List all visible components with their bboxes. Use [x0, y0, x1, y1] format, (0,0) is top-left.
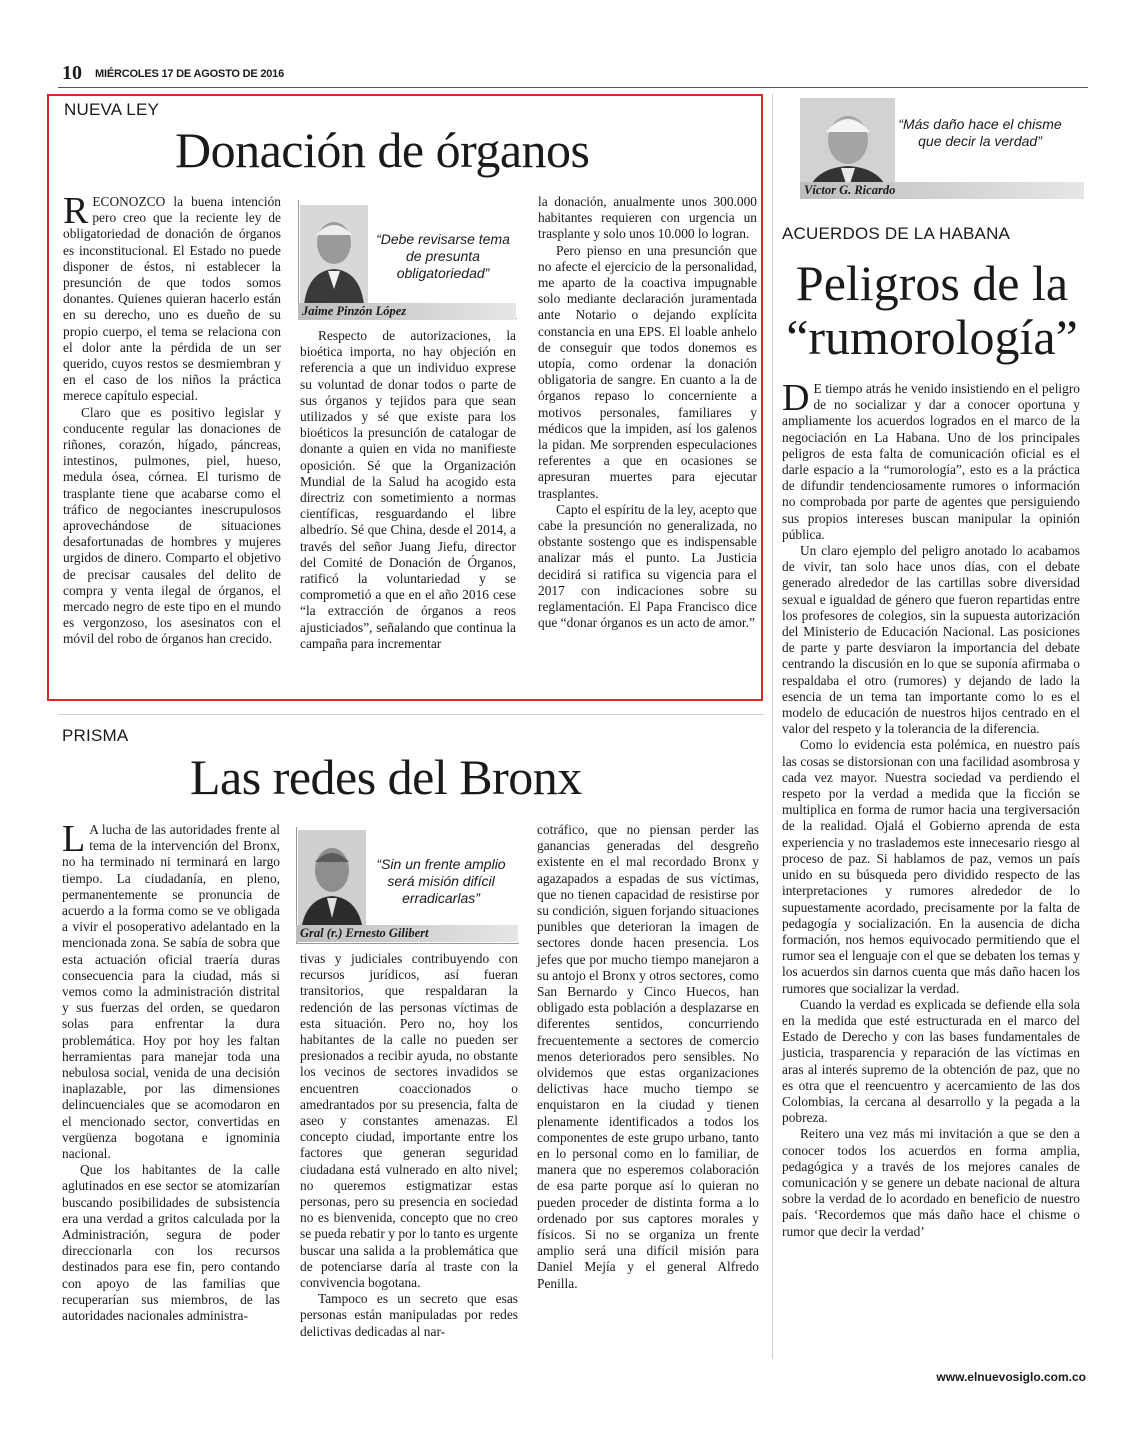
- article1-column-3: [538, 194, 757, 631]
- paragraph: la donación, anualmente unos 300.000 habitantes requieren con urgencia un trasplante y solo unos 10.000 lo logran.: [538, 194, 757, 242]
- author-photo-gilibert: [298, 830, 366, 930]
- dropcap: D: [782, 377, 810, 419]
- page-date: MIÉRCOLES 17 DE AGOSTO DE 2016: [95, 68, 285, 80]
- author-name-pinzon: Jaime Pinzón López: [298, 303, 516, 320]
- article1-column-2: [300, 328, 516, 652]
- header-rule: [58, 87, 1088, 88]
- article3-column-3: [537, 822, 759, 1292]
- headline-donacion: Donación de órganos: [175, 122, 590, 178]
- article3-column-2: [300, 951, 518, 1340]
- section-label-prisma: PRISMA: [62, 726, 129, 745]
- pull-quote-pinzon: “Debe revisarse tema de presunta obligatoriedad”: [376, 231, 510, 281]
- author-name-ricardo: Víctor G. Ricardo: [800, 182, 1084, 199]
- section-divider: [58, 714, 764, 715]
- section-label-nueva-ley: NUEVA LEY: [64, 100, 160, 119]
- paragraph: ECONOZCO la buena intención pero creo que la reciente ley de obligatoriedad de donación de órganos es inconstitucional. El Estado no puede disponer de éstos, ni establecer la presunción de que todos somos donantes. Quienes quieran hacerlo están en su derecho, uno es dueño de su propio cuerpo, el tema se relaciona con el dolor ante la pérdida de un ser querido, cuyos restos se desmiembran y en el caso de los niños la práctica merece capítulo especial.: [63, 194, 281, 404]
- paragraph: A lucha de las autoridades frente al tema de la intervención del Bronx, no ha terminado ni terminará en largo tiempo. La ciudadanía, en pleno, permanentemente se pronuncia de acuerdo a la forma como se ve obligada a vivir el posoperativo adelantado en la mencionada zona. Se sabía de sobra que esta actuación oficial traería duras consecuencia para la ciudad, más si vemos como la administración distrital y sus fuerzas del orden, se quedaron solas para enfrentar la dura problemática. Hoy por hoy les faltan herramientas para manejar toda una nebulosa social, venida de una decisión inaplazable, por las dimensiones delincuenciales que se acomodaron en el mencionado sector, convertidas en vergüenza bogotana e ignominia nacional.: [62, 822, 280, 1162]
- article3-column-1: [62, 818, 280, 1324]
- article2-column: [782, 377, 1080, 1240]
- paragraph: Claro que es positivo legislar y conducente regular las donaciones de riñones, corazón, hígado, páncreas, intestinos, pulmones, piel, hueso, medula ósea, córnea. El turismo de trasplante tiene que acabarse como el tráfico de negociantes inescrupulosos aprovechándose de situaciones desafortunadas de hombres y mujeres urgidos de dinero. Comparto el objetivo de precisar causales del delito de compra y venta ilegal de órganos, el mercado negro de este tipo en el mundo es vergonzoso, los asesinatos con el móvil del robo de órganos han crecido.: [63, 404, 281, 647]
- column-divider: [772, 94, 773, 1359]
- dropcap: R: [63, 190, 89, 232]
- dropcap: L: [62, 818, 86, 860]
- page-number: 10: [62, 62, 82, 84]
- paragraph: Que los habitantes de la calle aglutinados en ese sector se atomizarían buscando posibilidades de subsistencia era una verdad a gritos calculada por la Administración, segura de poder direccionarla con los recursos destinados para ese fin, pero contando con apoyo de las familias que recuperarían sus miembros, de las autoridades nacionales administra-: [62, 1162, 280, 1324]
- paragraph: cotráfico, que no piensan perder las ganancias generadas del desgreño existente en el mal recordado Bronx y agazapados a espadas de sus víctimas, que no tienen capacidad de resistirse por su condición, siguen forjando situaciones punibles que deterioran la imagen de sectores donde hacen presencia. Los jefes que por mucho tiempo manejaron a su antojo el Bronx y otros sectores, como San Bernardo y Cinco Huecos, han obligado esta población a desplazarse en diferentes sentidos, concurriendo frecuentemente a sectores de comercio menos deteriorados pero sensibles. No olvidemos que estas organizaciones delictivas hace mucho tiempo se enquistaron en la ciudad y tienen plenamente identificados a todos los componentes de este grupo urbano, tanto en lo personal como en lo familiar, de manera que no esperemos colaboración de esa parte porque así lo quieran no pueden proceder de distinta forma a lo ordenado por sus captores morales y físicos. Si no se organiza un frente amplio será una difícil misión para Daniel Mejía y el general Alfredo Penilla.: [537, 822, 759, 1291]
- article1-column-1: [63, 190, 281, 648]
- paragraph: Un claro ejemplo del peligro anotado lo acabamos de vivir, tan solo hace unos días, con el debate generado alrededor de las cartillas sobre diversidad sexual e igualdad de género que fueron repartidas entre los profesores de colegios, sin la supuesta autorización del Ministerio de Educación Nacional. Las posiciones de parte y parte desviaron la importancia del debate centrando la discusión en lo que se suponía afirmaba o respaldaba el otro (rumores) y dejando de lado la esencia de un tema tan importante como lo es el modelo de educación de nuestros hijos centrado en el valor del respeto y la tolerancia de la diferencia.: [782, 543, 1080, 737]
- person-portrait-icon: [300, 205, 368, 305]
- headline-line: Peligros de la: [795, 255, 1069, 311]
- paragraph: Reitero una vez más mi invitación a que se den a conocer todos los acuerdos en forma amplia, pedagógica y a través de los mejores canales de comunicación y se genere un debate nacional de altura sobre la verdad de lo acordado en beneficio de nuestro país. ‘Recordemos que más daño hace el chisme o rumor que decir la verdad’: [782, 1126, 1080, 1239]
- paragraph: Capto el espíritu de la ley, acepto que cabe la presunción no generalizada, no obstante sostengo que es indispensable analizar más el punto. La Justicia decidirá si ratifica su vigencia para el 2017 con indicaciones sobre su reglamentación. El Papa Francisco dice que “donar órganos es un acto de amor.”: [538, 501, 757, 631]
- section-label-acuerdos: ACUERDOS DE LA HABANA: [782, 224, 1011, 243]
- headline-rumorologia: [782, 256, 1082, 364]
- headline-line: “rumorología”: [786, 309, 1078, 365]
- author-name-gilibert: Gral (r.) Ernesto Gilibert: [296, 925, 518, 942]
- footer-website: www.elnuevosiglo.com.co: [936, 1370, 1086, 1384]
- paragraph: E tiempo atrás he venido insistiendo en el peligro de no socializar y dar a conocer oportuna y ampliamente los acuerdos logrados en el marco de la negociación en La Habana. Uno de los principales peligros de esta falta de comunicación oficial es el darle espacio a la “rumorología”, esto es a la práctica de difundir tendenciosamente rumores o información no comprobada por parte de agentes que persiguiendo sus propios intereses buscan manipular la opinión pública.: [782, 381, 1080, 542]
- paragraph: Respecto de autorizaciones, la bioética importa, no hay objeción en referencia a que un individuo exprese su voluntad de donar todos o parte de sus órganos y tejidos para que sean utilizados y sé que existe para los bioéticos la presunción de catalogar de donante a quien en vida no manifieste oposición. Sé que la Organización Mundial de la Salud ha acogido esta directriz con sometimiento a normas científicas, resguardando el libre albedrío. Sé que China, desde el 2014, a través del señor Juang Jiefu, director del Comité de Donación de Órganos, ratificó la voluntariedad y se comprometió a que en el año 2016 cese “la extracción de órganos a reos ajusticiados”, señalando que continua la campaña para incrementar: [300, 328, 516, 651]
- headline-bronx: Las redes del Bronx: [190, 749, 582, 805]
- pull-quote-gilibert: “Sin un frente amplio será misión difícil erradicarlas”: [376, 856, 506, 906]
- pull-quote-ricardo: “Más daño hace el chisme que decir la verdad”: [898, 116, 1062, 149]
- person-portrait-icon: [298, 830, 366, 930]
- paragraph: tivas y judiciales contribuyendo con recursos jurídicos, así fueran transitorios, que respaldaran la redención de las personas víctimas de esta situación. Pero no, hoy los habitantes de la calle no pueden ser presionados a recibir ayuda, no obstante los vecinos de sectores invadidos se encuentren coaccionados o amedrantados por su presencia, falta de aseo y constantes amenazas. El concepto ciudad, importante entre los factores que generan seguridad ciudadana está vulnerado en alto nivel; no queremos estigmatizar estas personas, pero su presencia en sociedad no es bienvenida, concepto que no creo se pueda rebatir y por lo tanto es urgente buscar una salida a la problemática que de potenciarse daría al traste con la convivencia bogotana.: [300, 951, 518, 1291]
- paragraph: Cuando la verdad es explicada se defiende ella sola en la medida que esté estructurada en el marco del Estado de Derecho y con las bases fundamentales de justicia, trasparencia y reparación de las víctimas en aras al interés supremo de la obtención de paz, que no es otra que el reencuentro y acercamiento de las dos Colombias, la cercana al desarrollo y la pegada a la pobreza.: [782, 996, 1080, 1126]
- author-photo-pinzon: [300, 205, 368, 305]
- paragraph: Pero pienso en una presunción que no afecte el ejercicio de la personalidad, me aparto de la coactiva impugnable solo mediante declaración juramentada ante Notario o dejando explícita constancia en una EPS. El loable anhelo de conseguir que todos donemos es utopía, como ordenar la donación obligatoria de sangre. En cuanto a la de órganos repaso lo concerniente a motivos personales, familiares y médicos que la impiden, así los galenos la pidan. Me sorprenden especulaciones referentes a que en ocasiones se apresuran muertes para ejecutar trasplantes.: [538, 242, 757, 501]
- paragraph: Tampoco es un secreto que esas personas están manipuladas por redes delictivas dedicadas al nar-: [300, 1291, 518, 1339]
- paragraph: Como lo evidencia esta polémica, en nuestro país las cosas se distorsionan con una facilidad asombrosa y cada vez mayor. Nuestra sociedad va perdiendo el respeto por la verdad a medida que la ficción se multiplica en forma de rumor hacia una tergiversación de la realidad. Ojalá el Gobierno aprenda de esta experiencia y no traslademos este innecesario riesgo al proceso de paz. Si hablamos de paz, vemos un país unido en su búsqueda pero dividido respecto de las interpretaciones y rumores alrededor de lo supuestamente acordado, precisamente por la falta de pedagogía y socialización. En la ausencia de dicha formación, nos hemos equivocado permitiendo que el rumor sea el lenguaje con el que se debaten los temas y los acuerdos sin darnos cuenta que más daño hacen los rumores que socializar la verdad.: [782, 737, 1080, 996]
